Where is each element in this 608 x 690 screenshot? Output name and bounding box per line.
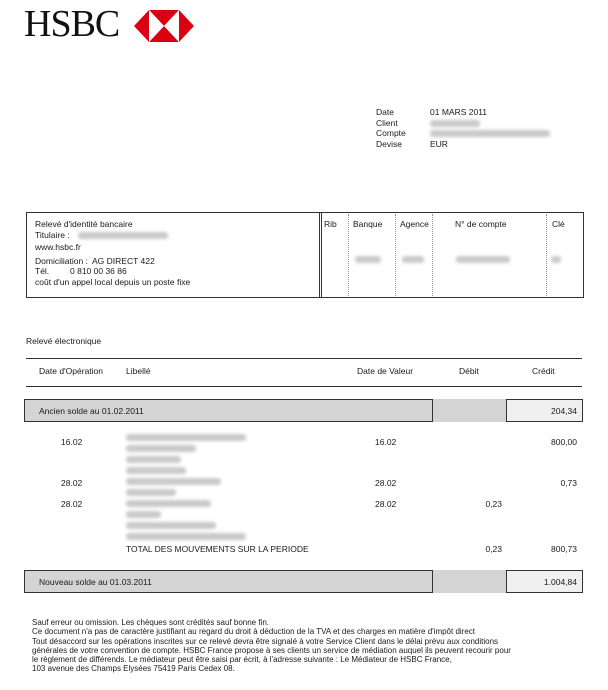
row-3-debit: 0,23 [485, 499, 502, 509]
rib-left [35, 219, 315, 287]
closing-label: Nouveau solde au 01.03.2011 [39, 577, 152, 587]
closing-debit-cell [432, 570, 507, 593]
footer-line: générales de votre convention de compte. HSBC France propose à ses clients un service de médiation auquel ils peuvent recourir pour [32, 645, 511, 655]
footer-line: 103 avenue des Champs Elysées 75419 Paris Cedex 08. [32, 664, 235, 674]
rib-divider-1 [319, 212, 320, 298]
row-2-credit: 0,73 [560, 478, 577, 488]
hsbc-logo [24, 2, 204, 46]
closing-credit: 1.004,84 [543, 577, 577, 587]
domiciliation-label: Domiciliation : [35, 255, 88, 266]
opening-credit: 204,34 [551, 406, 577, 416]
header-line-top [26, 358, 582, 359]
domiciliation-value: AG DIRECT 422 [92, 255, 155, 266]
devise-label: Devise [376, 138, 402, 149]
header-info [376, 107, 550, 149]
compte-label: Compte [376, 128, 406, 138]
footer-line: le règlement de différends. Le médiateur peut être saisi par écrit, à l'adresse suivante : Le Médiateur de HSBC France, [32, 655, 452, 665]
total-label: TOTAL DES MOUVEMENTS SUR LA PERIODE [126, 544, 309, 554]
agence-redacted [402, 256, 424, 263]
rib-col-banque: Banque [353, 219, 383, 229]
footer-line: Tout désaccord sur les opérations inscrites sur ce relevé devra être signalé à votre Service Client dans le délai prévu aux conditions [32, 636, 499, 646]
col-date-operation: Date d'Opération [39, 366, 103, 376]
col-libelle: Libellé [126, 366, 151, 376]
rib-col-sep [432, 214, 433, 296]
compte-redacted [430, 130, 550, 137]
compte-num-redacted [456, 256, 510, 263]
footer-line: Sauf erreur ou omission. Les chèques sont crédités sauf bonne fin. [32, 618, 270, 627]
opening-label: Ancien solde au 01.02.2011 [39, 406, 144, 416]
titulaire-redacted [78, 232, 168, 239]
banque-redacted [355, 256, 381, 263]
libelle-redacted [126, 434, 276, 540]
cle-redacted [551, 256, 561, 263]
col-debit: Débit [459, 366, 479, 376]
date-label: Date [376, 107, 394, 117]
website-link[interactable]: www.hsbc.fr [35, 242, 81, 252]
total-debit: 0,23 [485, 544, 502, 554]
tel-label: Tél. [35, 266, 50, 276]
row-2-date-val: 28.02 [375, 478, 397, 488]
row-3-date-op: 28.02 [61, 499, 83, 509]
col-date-valeur: Date de Valeur [357, 366, 414, 376]
header-line-bottom [26, 386, 582, 387]
client-label: Client [376, 117, 398, 128]
footer-notes [32, 618, 592, 674]
rib-col-agence: Agence [400, 219, 429, 229]
row-3-date-val: 28.02 [375, 499, 397, 509]
tel-value: 0 810 00 36 86 [70, 266, 127, 276]
row-1-credit: 800,00 [551, 437, 577, 447]
rib-divider-2 [321, 212, 322, 298]
devise-value: EUR [430, 138, 448, 149]
rib-col-compte: N° de compte [455, 219, 507, 229]
rib-col-sep [395, 214, 396, 296]
section-title: Relevé électronique [26, 336, 102, 346]
row-1-date-op: 16.02 [61, 437, 83, 447]
col-credit: Crédit [532, 366, 555, 376]
titulaire-label: Titulaire : [35, 229, 70, 240]
date-value: 01 MARS 2011 [430, 107, 488, 117]
row-2-date-op: 28.02 [61, 478, 83, 488]
client-redacted [430, 120, 480, 127]
footer-line: Ce document n'a pas de caractère justifiant au regard du droit à déduction de la TVA et des charges en matière d'impôt direct [32, 627, 476, 637]
row-1-date-val: 16.02 [375, 437, 397, 447]
rib-col-sep [546, 214, 547, 296]
tel-note: coût d'un appel local depuis un poste fixe [35, 276, 191, 287]
rib-col-rib: Rib [324, 219, 337, 229]
opening-debit-cell [432, 399, 507, 422]
rib-col-cle: Clé [552, 219, 565, 229]
rib-title: Relevé d'identité bancaire [35, 219, 133, 229]
rib-col-sep [348, 214, 349, 296]
hexagon-logo-icon [134, 10, 194, 42]
brand-name: HSBC [24, 3, 120, 45]
total-credit: 800,73 [551, 544, 577, 554]
